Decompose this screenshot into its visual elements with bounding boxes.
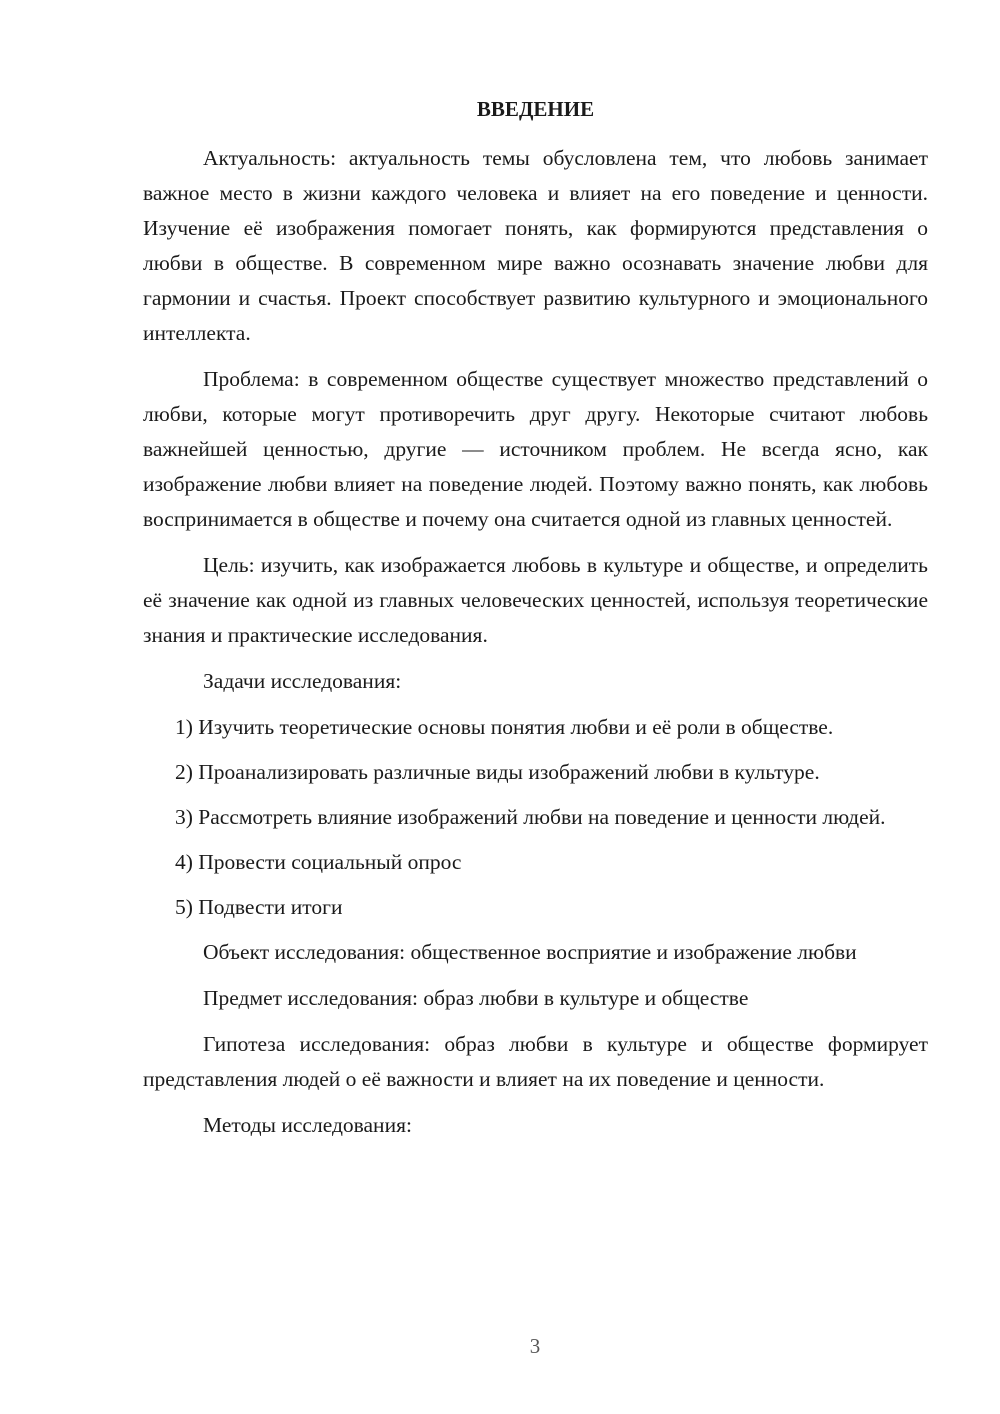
task-item-1: 1) Изучить теоретические основы понятия любви и её роли в обществе. <box>175 715 834 739</box>
task-item-2: 2) Проанализировать различные виды изображений любви в культуре. <box>175 760 820 784</box>
page-number: 3 <box>529 1334 541 1358</box>
paragraph-problem: Проблема: в современном обществе существует множество представлений о любви, которые могут противоречить друг другу. Некоторые считают любовь важнейшей ценностью, другие — источником проблем. Не всегда ясно, как изображение любви влияет на поведение людей. Поэтому важно понять, как любовь воспринимается в обществе и почему она считается одной из главных ценностей. <box>143 367 928 531</box>
paragraph-subject: Предмет исследования: образ любви в культуре и обществе <box>203 986 749 1010</box>
task-item-3: 3) Рассмотреть влияние изображений любви на поведение и ценности людей. <box>175 805 886 829</box>
page-title: ВВЕДЕНИЕ <box>476 97 595 121</box>
paragraph-tasks-heading: Задачи исследования: <box>203 669 402 693</box>
paragraph-hypothesis: Гипотеза исследования: образ любви в культуре и обществе формирует представления людей о её важности и влияет на их поведение и ценности. <box>143 1032 928 1091</box>
paragraph-goal: Цель: изучить, как изображается любовь в культуре и обществе, и определить её значение как одной из главных человеческих ценностей, используя теоретические знания и практические исследования. <box>143 553 928 647</box>
paragraph-relevance: Актуальность: актуальность темы обусловлена тем, что любовь занимает важное место в жизни каждого человека и влияет на его поведение и ценности. Изучение её изображения помогает понять, как формируются представления о любви в обществе. В современном мире важно осознавать значение любви для гармонии и счастья. Проект способствует развитию культурного и эмоционального интеллекта. <box>143 146 928 345</box>
document-page <box>143 92 928 1154</box>
task-item-4: 4) Провести социальный опрос <box>175 850 462 874</box>
task-item-5: 5) Подвести итоги <box>175 895 343 919</box>
paragraph-object: Объект исследования: общественное восприятие и изображение любви <box>203 940 857 964</box>
paragraph-methods: Методы исследования: <box>203 1113 412 1137</box>
